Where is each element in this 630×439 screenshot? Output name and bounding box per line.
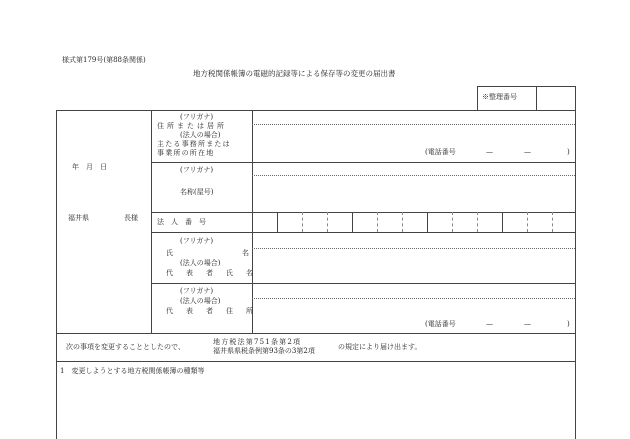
person-furigana-field[interactable] (254, 235, 572, 247)
date-field[interactable] (60, 158, 148, 174)
rep-address-furigana-label: (フリガナ) (180, 287, 214, 295)
corp-number-label: 法 人 番 号 (157, 218, 206, 226)
address-field[interactable] (254, 126, 572, 146)
rep-phone-field[interactable] (462, 318, 566, 330)
form-title: 地方税関係帳簿の電磁的記録等による保存等の変更の届出書 (193, 69, 396, 78)
governor-prefecture: 福井県 (68, 214, 89, 222)
address-phone-close: ) (567, 148, 570, 156)
governor-suffix: 長様 (124, 214, 138, 222)
person-furigana-label: (フリガナ) (180, 237, 214, 245)
rep-phone-sep2: — (524, 320, 531, 328)
person-label-line3: 代表者氏名 (166, 269, 266, 277)
statement-suffix: の規定により届け出ます。 (338, 343, 422, 351)
date-label: 年 月 日 (72, 163, 107, 171)
section1-label: 1 変更しようとする地方税関係帳簿の種類等 (60, 367, 205, 375)
section1-field[interactable] (60, 380, 572, 436)
rep-phone-sep1: — (486, 320, 493, 328)
person-name-field[interactable] (254, 250, 572, 281)
address-phone-sep2: — (524, 148, 531, 156)
name-furigana-field[interactable] (254, 164, 572, 174)
form-number: 様式第179号(第88条関係) (62, 56, 146, 64)
name-label: 名称(屋号) (180, 188, 214, 196)
statement-prefix: 次の事項を変更することとしたので、 (66, 343, 185, 351)
seiri-number-field[interactable] (537, 87, 574, 109)
address-label-line3: 主たる事務所または (157, 140, 231, 148)
rep-phone-close: ) (567, 320, 570, 328)
statement-law-top: 地方税法第751条第2項 (213, 338, 302, 346)
statement-law-bottom: 福井県県税条例第93条の3第2項 (213, 347, 315, 355)
rep-address-furigana-field[interactable] (254, 285, 572, 297)
address-furigana-field[interactable] (254, 112, 572, 123)
rep-phone-label: (電話番号 (425, 320, 456, 328)
address-phone-field[interactable] (462, 146, 566, 158)
address-label-line4: 事業所の所在地 (157, 149, 215, 157)
rep-address-label-line1: (法人の場合) (180, 297, 221, 305)
seiri-number-label: ※整理番号 (482, 93, 517, 101)
person-label-mei: 名 (242, 249, 249, 257)
address-furigana-label: (フリガナ) (180, 113, 214, 121)
rep-address-field[interactable] (254, 300, 572, 318)
person-label-shi: 氏 (166, 249, 173, 257)
name-field[interactable] (254, 178, 572, 210)
name-furigana-label: (フリガナ) (180, 166, 214, 174)
address-phone-sep1: — (486, 148, 493, 156)
person-label-line2: (法人の場合) (180, 259, 221, 267)
address-label-line1: 住所または居所 (157, 122, 227, 130)
address-label-line2: (法人の場合) (180, 131, 221, 139)
rep-address-label-line2: 代表者住所 (166, 307, 266, 315)
address-phone-label: (電話番号 (425, 148, 456, 156)
